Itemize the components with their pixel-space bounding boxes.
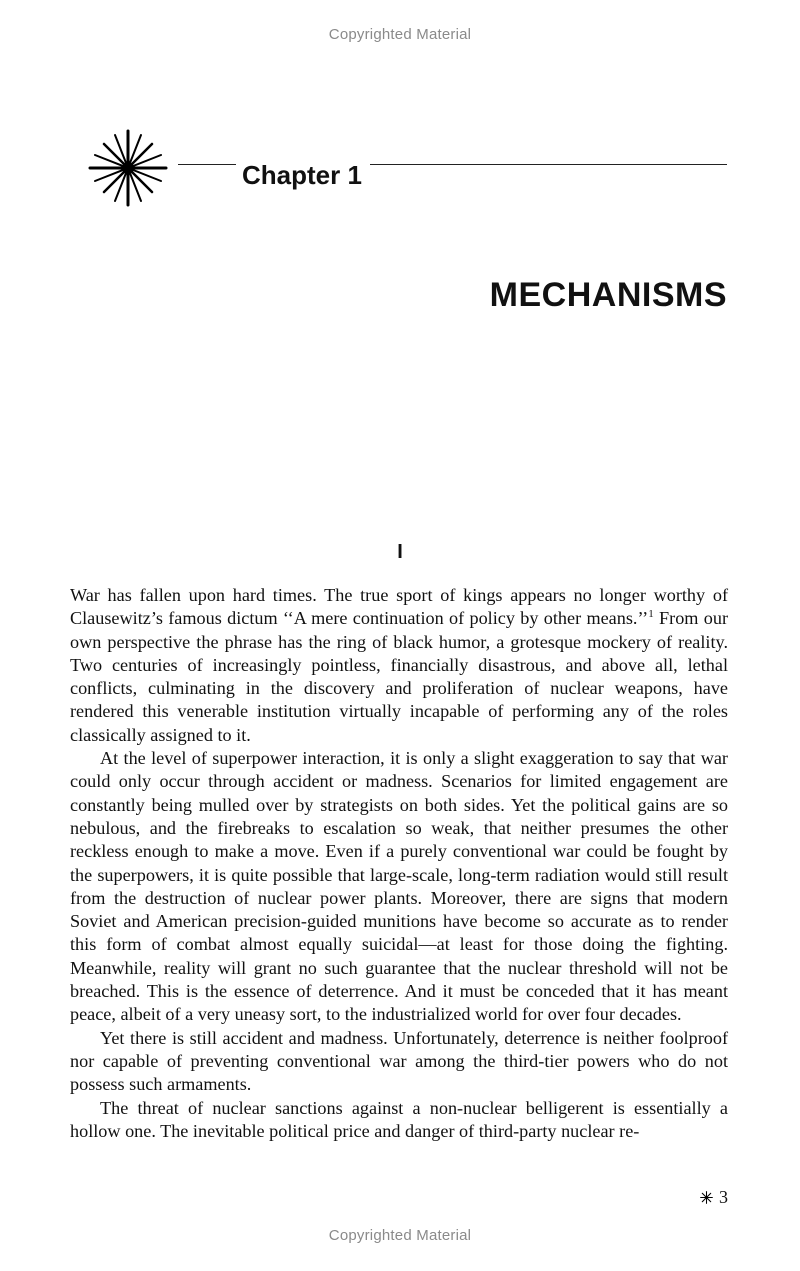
paragraph-text: War has fallen upon hard times. The true sport of kings appears no longer worthy of Clausewitz’s famous dictum ‘‘A mere continuation of policy by other means.’’ <box>70 585 728 629</box>
page-footer <box>700 1187 728 1208</box>
chapter-rule-right <box>370 164 727 165</box>
paragraph: At the level of superpower interaction, it is only a slight exaggeration to say that war could only occur through accident or madness. Scenarios for limited engagement are constantly being mulled over by strategists on both sides. Yet the political gains are so nebulous, and the firebreaks to escalation so weak, that neither presumes the other reckless enough to make a move. Even if a purely conventional war could be fought by the superpowers, it is quite possible that large-scale, long-term radiation would still result from the destruction of nuclear power plants. Moreover, there are signs that modern Soviet and American precision-guided munitions have become so accurate as to render this form of combat almost equally suicidal—at least for those doing the fighting. Meanwhile, reality will grant no such guarantee that the nuclear threshold will not be breached. This is the essence of deterrence. And it must be conceded that it has meant peace, albeit of a very uneasy sort, to the industrialized world for over four decades. <box>70 748 728 1025</box>
paragraph <box>70 584 728 747</box>
chapter-label: Chapter 1 <box>242 160 362 190</box>
paragraph-text-continued: From our own perspective the phrase has the ring of black humor, a grotesque mockery of reality. Two centuries of increasingly pointless, financially disastrous, and above all, lethal conflicts, culminating in the discovery and proliferation of nuclear weapons, have rendered this venerable institution virtually incapable of performing any of the roles classically assigned to it. <box>70 608 728 745</box>
body-text <box>70 584 728 1143</box>
asterisk-star-icon <box>88 128 168 208</box>
copyright-watermark-bottom: Copyrighted Material <box>328 1227 472 1244</box>
paragraph: Yet there is still accident and madness. Unfortunately, deterrence is neither foolproof nor capable of preventing conventional war among the third-tier powers who do not possess such armaments. <box>70 1027 728 1095</box>
asterisk-star-icon <box>700 1191 713 1204</box>
chapter-rule-left <box>178 164 236 165</box>
copyright-watermark-top: Copyrighted Material <box>328 26 472 43</box>
section-numeral: I <box>397 541 403 563</box>
page-number: 3 <box>719 1187 728 1207</box>
footnote-reference[interactable]: 1 <box>648 608 654 621</box>
paragraph: The threat of nuclear sanctions against a non-nuclear belligerent is essentially a hollow one. The inevitable political price and danger of third-party nuclear re- <box>70 1097 728 1141</box>
chapter-title: MECHANISMS <box>489 276 727 314</box>
